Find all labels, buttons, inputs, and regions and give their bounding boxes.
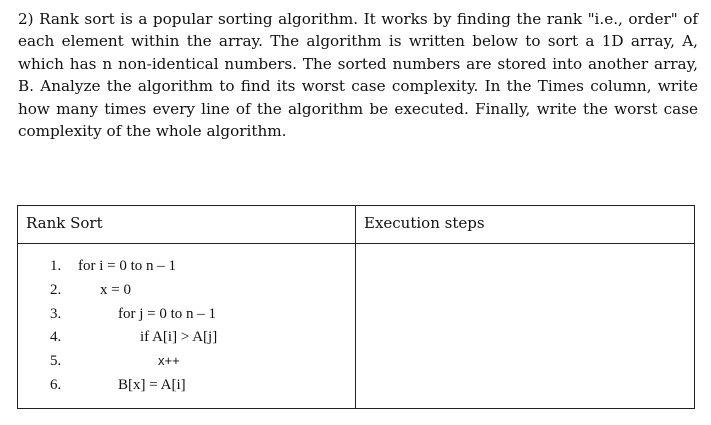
algorithm-cell: [18, 244, 356, 409]
rank-sort-table: [17, 205, 695, 409]
table-header-row: [18, 206, 695, 244]
header-rank-sort: Rank Sort: [18, 206, 356, 244]
table-body-row: [18, 244, 695, 409]
line-code: x++: [158, 353, 180, 368]
execution-steps-cell[interactable]: [356, 244, 695, 409]
line-number: 2.: [50, 282, 62, 298]
question-text: 2) Rank sort is a popular sorting algorithm. It works by finding the rank "i.e., order" of each element within the array. The algorithm is written below to sort a 1D array, A, which has n non-identical numbers. The sorted numbers are stored into another array, B. Analyze the algorithm to find its worst case complexity. In the Times column, write how many times every line of the algorithm be executed. Finally, write the worst case complexity of the whole algorithm.: [18, 10, 698, 141]
line-number: 5.: [50, 353, 62, 369]
line-code: for j = 0 to n – 1: [118, 306, 217, 322]
line-number: 4.: [50, 329, 62, 345]
line-code: if A[i] > A[j]: [140, 329, 218, 345]
header-execution-steps: Execution steps: [356, 206, 695, 244]
line-code: x = 0: [100, 282, 131, 298]
line-number: 1.: [50, 258, 62, 274]
line-number: 6.: [50, 377, 62, 393]
line-code: B[x] = A[i]: [118, 377, 186, 393]
line-number: 3.: [50, 306, 62, 322]
line-code: for i = 0 to n – 1: [78, 258, 177, 274]
